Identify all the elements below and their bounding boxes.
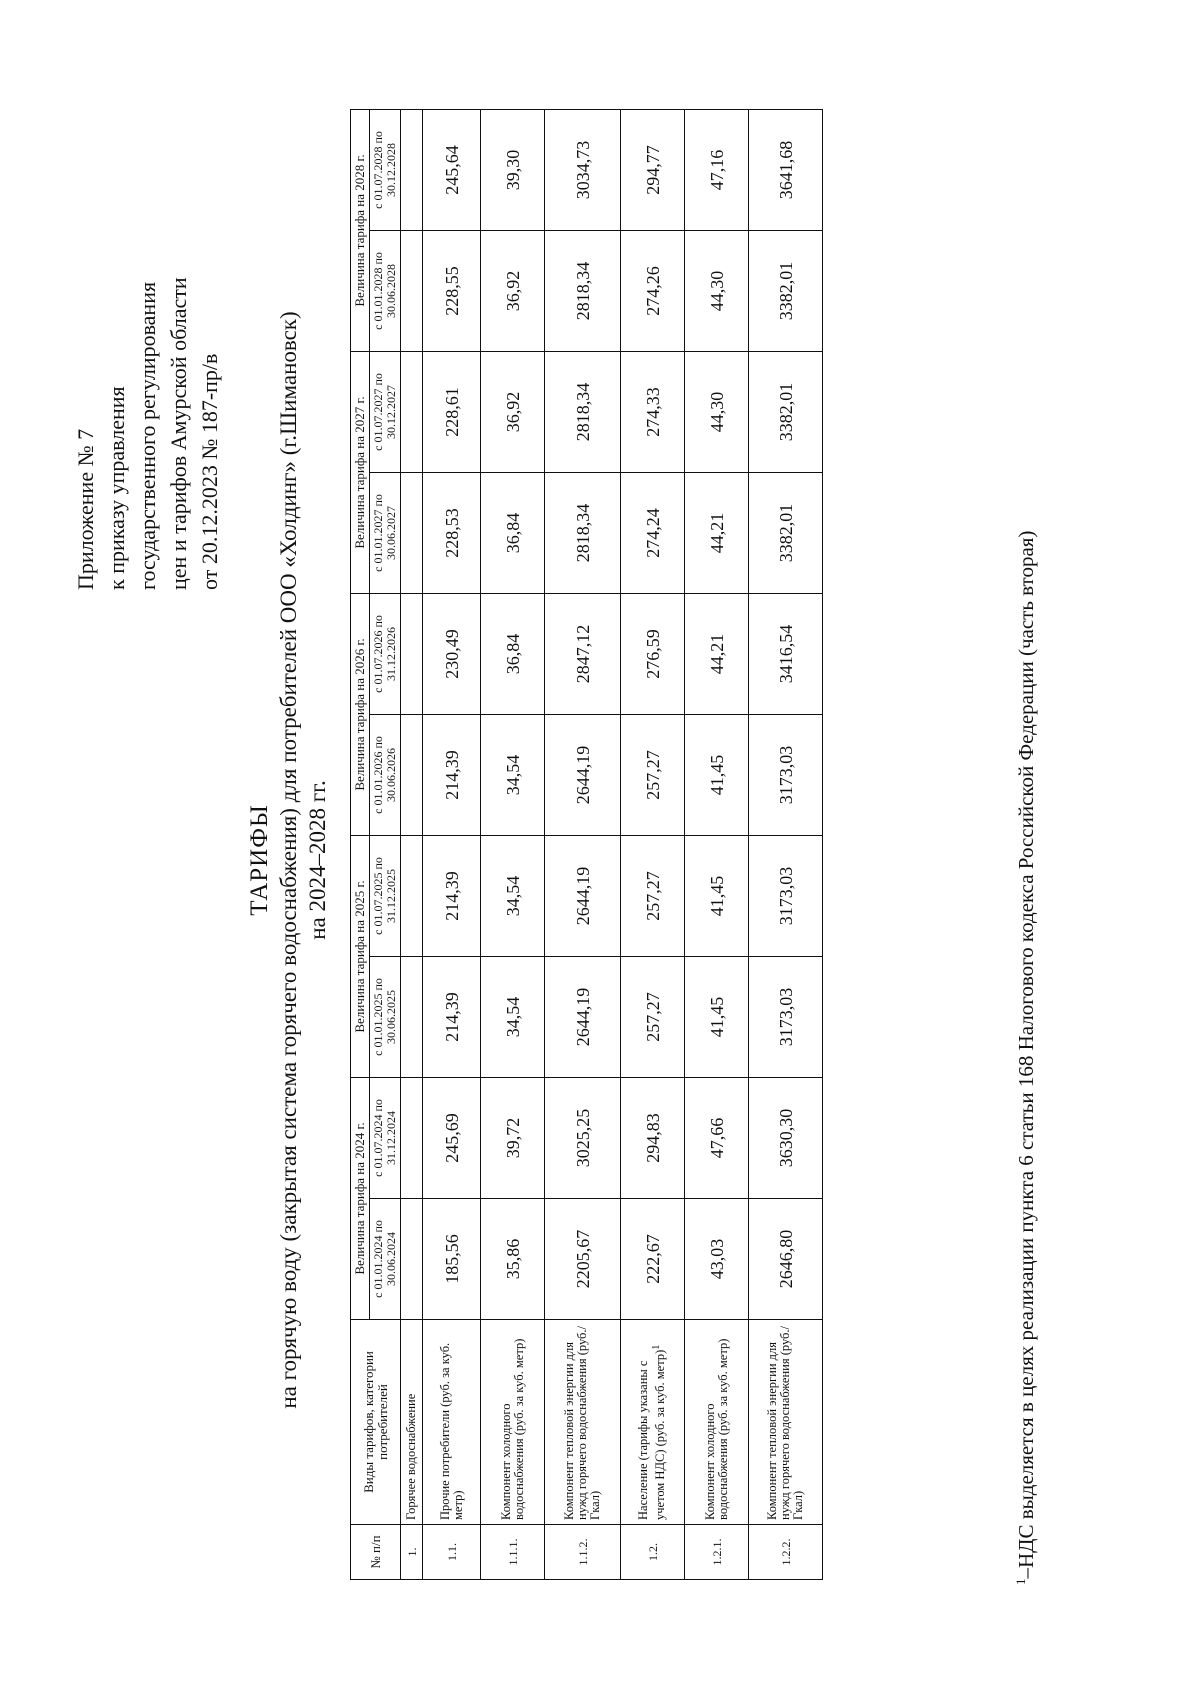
- tariff-value: 34,54: [481, 957, 545, 1078]
- empty-cell: [401, 836, 423, 957]
- tariff-value: 257,27: [621, 836, 685, 957]
- header-period: с 01.01.2027 по 30.06.2027: [370, 473, 401, 594]
- tariff-value: 41,45: [685, 957, 749, 1078]
- tariff-value: 2818,34: [545, 473, 621, 594]
- appendix-line: цен и тарифов Амурской области: [166, 277, 191, 590]
- row-num: 1.2.: [621, 1525, 685, 1580]
- tariff-value: 245,64: [423, 110, 481, 231]
- title-main: ТАРИФЫ: [246, 804, 273, 916]
- row-name: [621, 1320, 685, 1525]
- row-num: 1.1.: [423, 1525, 481, 1580]
- tariff-value: 47,16: [685, 110, 749, 231]
- header-period: с 01.01.2026 по 30.06.2026: [370, 715, 401, 836]
- header-name: Виды тарифов, категории потребителей: [351, 1320, 401, 1525]
- tariff-value: 274,24: [621, 473, 685, 594]
- tariff-value: 36,92: [481, 231, 545, 352]
- row-name: [481, 1320, 545, 1525]
- tariff-value: 3173,03: [749, 836, 823, 957]
- table-row: [621, 110, 685, 1580]
- header-row: [351, 110, 370, 1580]
- header-period: с 01.07.2026 по 31.12.2026: [370, 594, 401, 715]
- row-name-text: Компонент холодного водоснабжения (руб. за куб. метр): [498, 1338, 526, 1520]
- row-num: 1.1.1.: [481, 1525, 545, 1580]
- tariff-value: 3173,03: [749, 715, 823, 836]
- tariff-value: 39,30: [481, 110, 545, 231]
- tariff-value: 2818,34: [545, 231, 621, 352]
- table-row: [423, 110, 481, 1580]
- tariff-value: 3025,25: [545, 1078, 621, 1199]
- tariff-value: 44,21: [685, 594, 749, 715]
- header-year-2025: Величина тарифа на 2025 г.: [351, 836, 370, 1078]
- tariff-value: 245,69: [423, 1078, 481, 1199]
- empty-cell: [401, 231, 423, 352]
- tariff-value: 34,54: [481, 715, 545, 836]
- appendix-line: Приложение № 7: [73, 428, 98, 590]
- empty-cell: [401, 957, 423, 1078]
- footnote-text: –НДС выделяется в целях реализации пункта 6 статьи 168 Налогового кодекса Российской Федерации (часть вторая): [1014, 530, 1038, 1579]
- tariff-value: 185,56: [423, 1199, 481, 1320]
- tariff-value: 230,49: [423, 594, 481, 715]
- header-period: с 01.01.2024 по 30.06.2024: [370, 1199, 401, 1320]
- tariff-value: 276,59: [621, 594, 685, 715]
- empty-cell: [401, 1078, 423, 1199]
- tariff-value: 2644,19: [545, 715, 621, 836]
- document-title: [245, 80, 332, 1640]
- row-num: 1.2.1.: [685, 1525, 749, 1580]
- header-period: с 01.01.2028 по 30.06.2028: [370, 231, 401, 352]
- appendix-block: [70, 130, 225, 590]
- tariff-value: 39,72: [481, 1078, 545, 1199]
- table-row: [685, 110, 749, 1580]
- header-num: № п/п: [351, 1525, 401, 1580]
- section-row: [401, 110, 423, 1580]
- tariff-value: 214,39: [423, 836, 481, 957]
- row-name: [423, 1320, 481, 1525]
- tariff-value: 44,30: [685, 352, 749, 473]
- empty-cell: [401, 715, 423, 836]
- rotated-page: [50, 80, 1070, 1640]
- row-name: [749, 1320, 823, 1525]
- row-num: 1.1.2.: [545, 1525, 621, 1580]
- footnote-ref: 1: [651, 1344, 663, 1350]
- tariff-value: 3641,68: [749, 110, 823, 231]
- row-name-text: Население (тарифы указаны с учетом НДС) (руб. за куб. метр): [636, 1349, 668, 1520]
- tariff-value: 44,30: [685, 231, 749, 352]
- row-name: [685, 1320, 749, 1525]
- tariff-value: 3173,03: [749, 957, 823, 1078]
- table-row: [749, 110, 823, 1580]
- tariff-value: 3382,01: [749, 231, 823, 352]
- tariff-value: 274,33: [621, 352, 685, 473]
- appendix-line: к приказу управления: [104, 386, 129, 590]
- tariff-value: 47,66: [685, 1078, 749, 1199]
- tariff-value: 3382,01: [749, 352, 823, 473]
- appendix-line: государственного регулирования: [135, 281, 160, 590]
- row-name-text: Компонент тепловой энергии для нужд горячего водоснабжения (руб./Гкал): [562, 1325, 602, 1520]
- tariff-value: 2205,67: [545, 1199, 621, 1320]
- row-name: Горячее водоснабжение: [401, 1320, 423, 1525]
- header-year-2028: Величина тарифа на 2028 г.: [351, 110, 370, 352]
- header-year-2024: Величина тарифа на 2024 г.: [351, 1078, 370, 1320]
- row-name-text: Компонент холодного водоснабжения (руб. за куб. метр): [702, 1338, 730, 1520]
- tariff-value: 44,21: [685, 473, 749, 594]
- tariff-value: 36,84: [481, 594, 545, 715]
- tariff-value: 35,86: [481, 1199, 545, 1320]
- header-period: с 01.01.2025 по 30.06.2025: [370, 957, 401, 1078]
- empty-cell: [401, 594, 423, 715]
- tariff-value: 41,45: [685, 836, 749, 957]
- tariff-value: 34,54: [481, 836, 545, 957]
- tariff-value: 3630,30: [749, 1078, 823, 1199]
- tariff-value: 228,61: [423, 352, 481, 473]
- title-subject: на горячую воду (закрытая система горячего водоснабжения) для потребителей ООО «Холдинг» (г.Шимановск): [276, 311, 301, 1409]
- table-row: [481, 110, 545, 1580]
- tariff-value: 41,45: [685, 715, 749, 836]
- tariff-value: 2644,19: [545, 957, 621, 1078]
- tariff-value: 294,77: [621, 110, 685, 231]
- tariff-value: 228,55: [423, 231, 481, 352]
- header-year-2026: Величина тарифа на 2026 г.: [351, 594, 370, 836]
- header-year-2027: Величина тарифа на 2027 г.: [351, 352, 370, 594]
- tariff-value: 294,83: [621, 1078, 685, 1199]
- tariff-value: 214,39: [423, 957, 481, 1078]
- footnote: [1008, 115, 1039, 1585]
- tariff-value: 214,39: [423, 715, 481, 836]
- tariffs-table: [350, 109, 823, 1580]
- row-name-text: Прочие потребители (руб. за куб. метр): [437, 1342, 465, 1520]
- row-name-text: Компонент тепловой энергии для нужд горячего водоснабжения (руб./Гкал): [765, 1325, 805, 1520]
- tariff-value: 2646,80: [749, 1199, 823, 1320]
- tariff-value: 2847,12: [545, 594, 621, 715]
- tariff-value: 228,53: [423, 473, 481, 594]
- tariff-value: 3034,73: [545, 110, 621, 231]
- tariff-value: 257,27: [621, 957, 685, 1078]
- tariff-value: 257,27: [621, 715, 685, 836]
- tariff-value: 36,92: [481, 352, 545, 473]
- title-period: на 2024–2028 гг.: [305, 780, 330, 940]
- tariff-value: 274,26: [621, 231, 685, 352]
- tariff-value: 43,03: [685, 1199, 749, 1320]
- appendix-line: от 20.12.2023 № 187-пр/в: [197, 353, 222, 590]
- header-period: с 01.07.2027 по 30.12.2027: [370, 352, 401, 473]
- empty-cell: [401, 110, 423, 231]
- tariff-value: 3382,01: [749, 473, 823, 594]
- tariff-value: 36,84: [481, 473, 545, 594]
- tariff-value: 222,67: [621, 1199, 685, 1320]
- tariff-value: 3416,54: [749, 594, 823, 715]
- header-period: с 01.07.2025 по 31.12.2025: [370, 836, 401, 957]
- tariff-value: 2644,19: [545, 836, 621, 957]
- empty-cell: [401, 473, 423, 594]
- row-num: 1.2.2.: [749, 1525, 823, 1580]
- footnote-mark: 1: [1013, 1578, 1028, 1585]
- row-name: [545, 1320, 621, 1525]
- header-period: с 01.07.2028 по 30.12.2028: [370, 110, 401, 231]
- header-period: с 01.07.2024 по 31.12.2024: [370, 1078, 401, 1199]
- row-num: 1.: [401, 1525, 423, 1580]
- tariff-value: 2818,34: [545, 352, 621, 473]
- empty-cell: [401, 352, 423, 473]
- table-row: [545, 110, 621, 1580]
- empty-cell: [401, 1199, 423, 1320]
